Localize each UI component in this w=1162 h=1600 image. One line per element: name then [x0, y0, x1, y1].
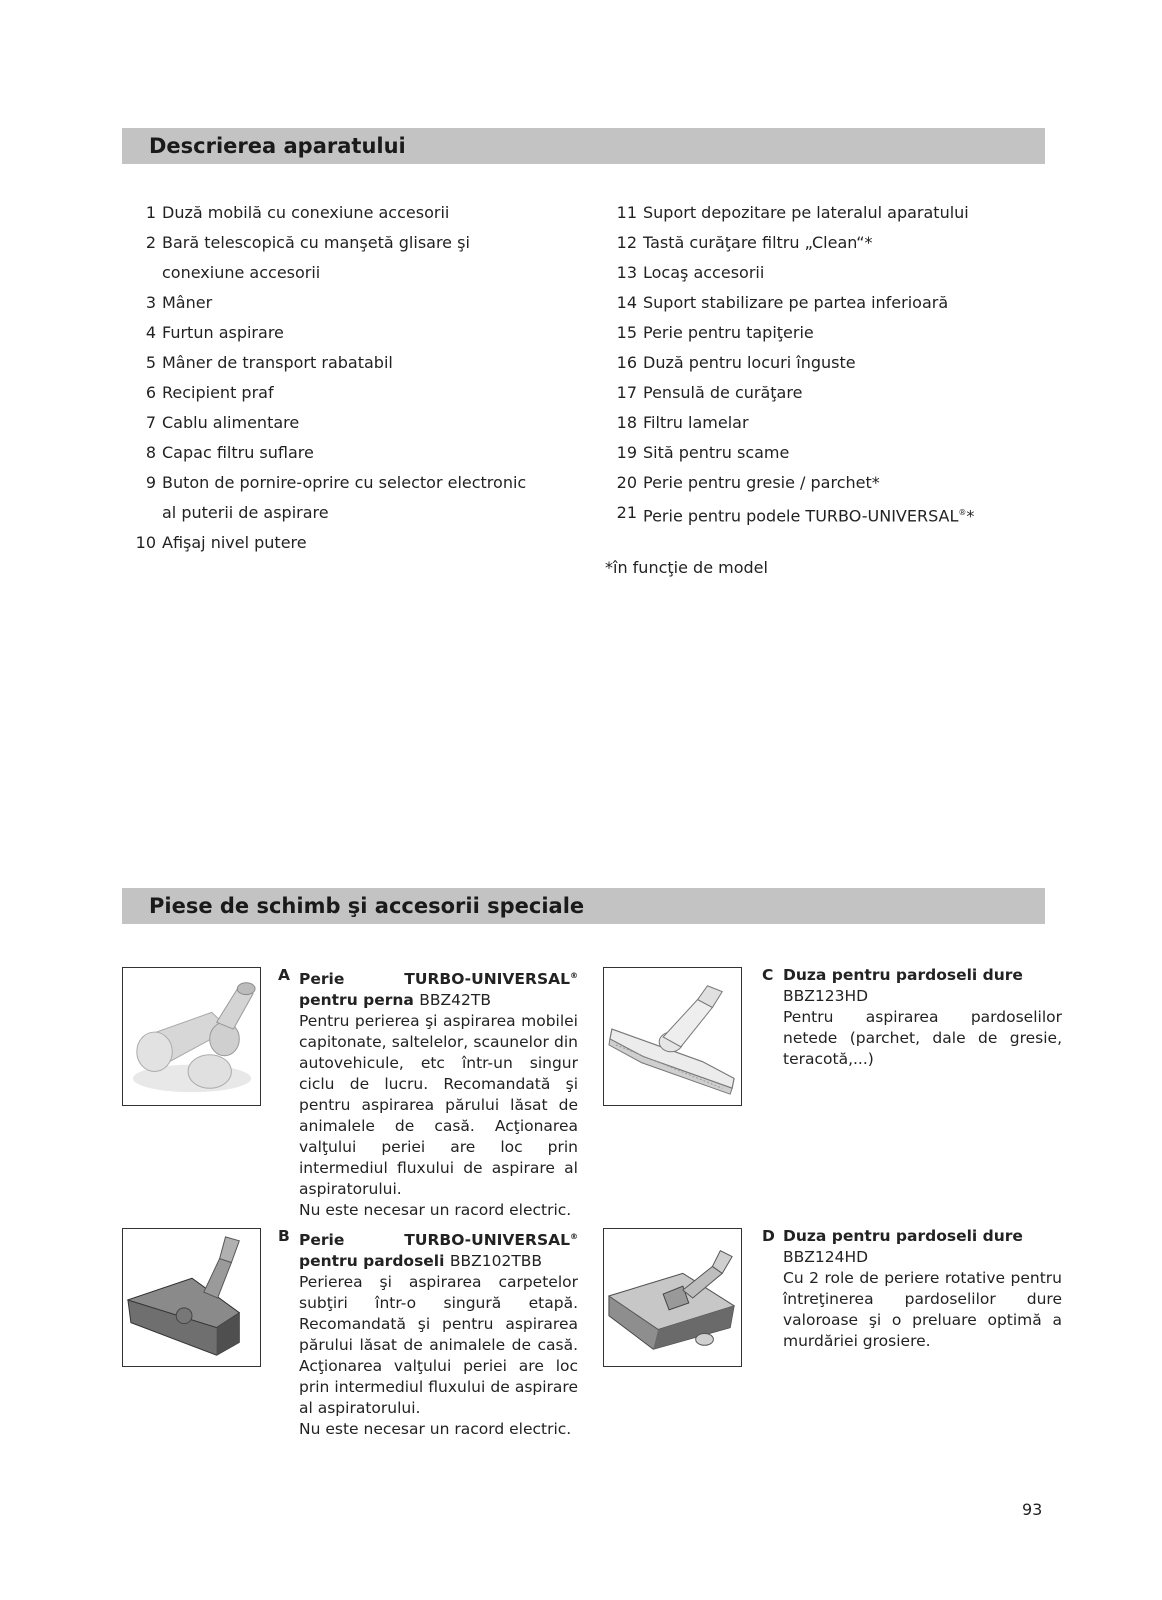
item-number: [122, 258, 156, 288]
accessory-image-hard-floor-nozzle: [603, 967, 742, 1106]
parts-list-item: [603, 198, 1073, 228]
parts-list-item: [122, 408, 592, 438]
item-number: 19: [616, 443, 637, 462]
parts-list-item: [122, 528, 592, 558]
item-number: 8: [145, 443, 156, 462]
item-text: Afişaj nivel putere: [162, 533, 307, 552]
parts-list-item: [603, 438, 1073, 468]
item-text: Duză mobilă cu conexiune accesorii: [162, 203, 450, 222]
item-number: 6: [145, 383, 156, 402]
item-text: Perie pentru gresie / parchet*: [643, 473, 880, 492]
accessory-title: Perie TURBO-UNIVERSAL® pentru pardoseli BBZ102TBB: [299, 1231, 578, 1271]
item-number: 14: [616, 293, 637, 312]
accessory-d: [762, 1226, 1062, 1352]
item-number: [122, 498, 156, 528]
item-text: Suport depozitare pe lateralul aparatului: [643, 203, 969, 222]
item-text: al puterii de aspirare: [162, 503, 329, 522]
accessory-description: Pentru perierea şi aspirarea mobilei capitonate, saltelelor, scaunelor din autovehicule, etc într-un singur ciclu de lucru. Recomandată şi pentru aspirarea părului lăsat de animalele de casă. Acţionarea valţului periei are loc prin intermediul fluxului de aspirare al aspiratorului.: [299, 1012, 578, 1199]
item-number: 13: [616, 263, 637, 282]
item-number: 17: [616, 383, 637, 402]
parts-list-item: [122, 348, 592, 378]
accessory-description: Perierea şi aspirarea carpetelor subţiri într-o singură etapă. Recomandată şi pentru aspirarea părului lăsat de animalele de casă. Acţionarea valţului periei are loc prin intermediul fluxului de aspirare al aspiratorului.: [299, 1273, 578, 1418]
accessory-b: [278, 1226, 578, 1440]
accessory-code: BBZ124HD: [783, 1248, 869, 1266]
parts-list-item: [603, 348, 1073, 378]
parts-list-right: [603, 198, 1073, 528]
section-header-accessories: [122, 888, 1045, 924]
parts-list-item: [603, 258, 1073, 288]
item-number: 7: [145, 413, 156, 432]
parts-list-item: [122, 228, 592, 258]
item-number: 2: [145, 233, 156, 252]
parts-list-item: [122, 258, 592, 288]
parts-list-item: [603, 378, 1073, 408]
accessory-image-turbo-upholstery-brush: [122, 967, 261, 1106]
accessory-letter: B: [278, 1227, 290, 1245]
footnote: *în funcţie de model: [605, 558, 768, 577]
accessory-letter: D: [762, 1227, 775, 1245]
item-number: 3: [145, 293, 156, 312]
parts-list-item: [603, 408, 1073, 438]
item-number: 11: [616, 203, 637, 222]
item-number: 18: [616, 413, 637, 432]
section-title: Piese de schimb şi accesorii speciale: [149, 894, 585, 918]
parts-list-item: [603, 498, 1073, 528]
parts-list-item: [122, 378, 592, 408]
item-text: Cablu alimentare: [162, 413, 300, 432]
item-number: 4: [145, 323, 156, 342]
item-number: 21: [616, 503, 637, 522]
accessory-title: Perie TURBO-UNIVERSAL® pentru perna BBZ42TB: [299, 970, 578, 1010]
parts-list-left: [122, 198, 592, 558]
item-text: Perie pentru tapiţerie: [643, 323, 814, 342]
item-number: 20: [616, 473, 637, 492]
item-text: Duză pentru locuri înguste: [643, 353, 856, 372]
item-text: Tastă curăţare filtru „Clean“*: [643, 233, 873, 252]
accessory-image-turbo-floor-brush: [122, 1228, 261, 1367]
accessory-note: Nu este necesar un racord electric.: [299, 1420, 572, 1439]
accessory-image-hard-floor-nozzle-rollers: [603, 1228, 742, 1367]
item-text: Furtun aspirare: [162, 323, 284, 342]
item-text: conexiune accesorii: [162, 263, 321, 282]
accessory-title: Duza pentru pardoseli dure: [783, 1227, 1023, 1245]
item-number: 5: [145, 353, 156, 372]
parts-list-item: [603, 288, 1073, 318]
accessory-code: BBZ102TBB: [449, 1252, 543, 1271]
item-text: Suport stabilizare pe partea inferioară: [643, 293, 949, 312]
item-text: Recipient praf: [162, 383, 274, 402]
page-number: 93: [1022, 1500, 1043, 1519]
item-text: Pensulă de curăţare: [643, 383, 803, 402]
accessory-title: Duza pentru pardoseli dure: [783, 966, 1023, 984]
accessory-letter: A: [278, 966, 290, 984]
accessory-code: BBZ123HD: [783, 987, 869, 1005]
item-number: 9: [145, 473, 156, 492]
item-text: Buton de pornire-oprire cu selector electronic: [162, 473, 527, 492]
accessory-description: Pentru aspirarea pardoselilor netede (parchet, dale de gresie, teracotă,...): [783, 1008, 1062, 1068]
section-header-description: [122, 128, 1045, 164]
parts-list-item: [122, 318, 592, 348]
parts-list-item: [603, 468, 1073, 498]
accessory-letter: C: [762, 966, 774, 984]
item-text: Capac filtru suflare: [162, 443, 314, 462]
parts-list-item: [603, 318, 1073, 348]
accessory-code: BBZ42TB: [419, 991, 491, 1010]
item-number: 10: [135, 533, 156, 552]
item-number: 1: [145, 203, 156, 222]
parts-list-item: [603, 228, 1073, 258]
item-number: 15: [616, 323, 637, 342]
accessory-note: Nu este necesar un racord electric.: [299, 1201, 572, 1220]
parts-list-item: [122, 468, 592, 498]
item-text: Bară telescopică cu manşetă glisare şi: [162, 233, 470, 252]
accessory-description: Cu 2 role de periere rotative pentru întreţinerea pardoselilor dure valoroase şi o preluare optimă a murdăriei grosiere.: [783, 1269, 1062, 1350]
accessory-a: [278, 965, 578, 1221]
item-text: Sită pentru scame: [643, 443, 790, 462]
section-title: Descrierea aparatului: [149, 134, 406, 158]
parts-list-item: [122, 198, 592, 228]
parts-list-item: [122, 498, 592, 528]
item-text: Mâner de transport rabatabil: [162, 353, 393, 372]
item-number: 12: [616, 233, 637, 252]
accessory-c: [762, 965, 1062, 1070]
parts-list-item: [122, 438, 592, 468]
item-text: Mâner: [162, 293, 213, 312]
item-text: Perie pentru podele TURBO-UNIVERSAL®*: [643, 506, 975, 526]
item-text: Locaş accesorii: [643, 263, 765, 282]
item-number: 16: [616, 353, 637, 372]
item-text: Filtru lamelar: [643, 413, 749, 432]
parts-list-item: [122, 288, 592, 318]
